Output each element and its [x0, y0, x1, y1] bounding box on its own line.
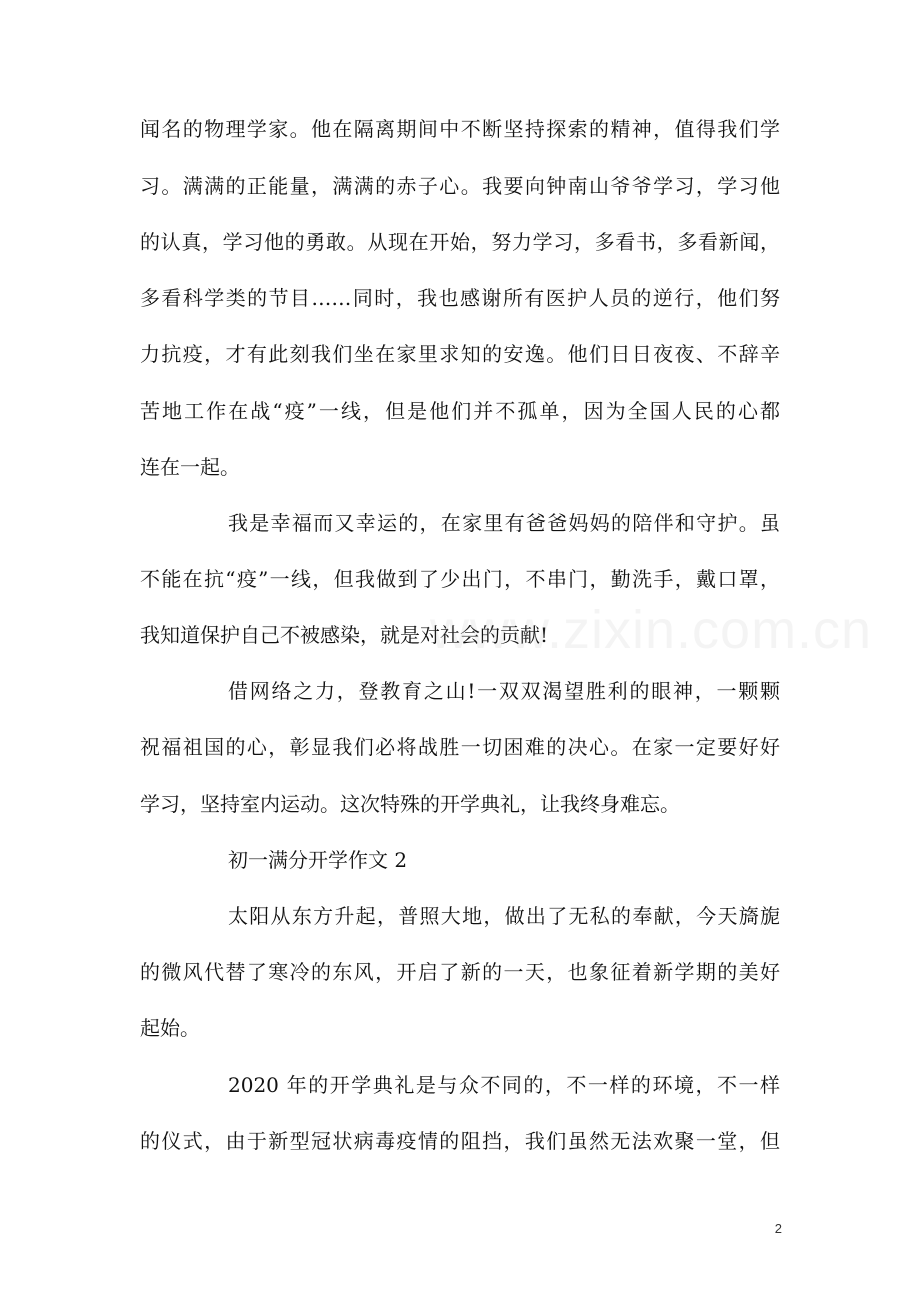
section-heading: 初一满分开学作文 2	[228, 848, 408, 872]
text-line: 力抗疫，才有此刻我们坐在家里求知的安逸。他们日日夜夜、不辞辛	[140, 342, 780, 366]
text-line: 的微风代替了寒冷的东风，开启了新的一天，也象征着新学期的美好	[140, 960, 780, 984]
text-line: 的仪式，由于新型冠状病毒疫情的阻挡，我们虽然无法欢聚一堂，但	[140, 1129, 780, 1153]
text-line: 闻名的物理学家。他在隔离期间中不断坚持探索的精神，值得我们学	[140, 117, 780, 141]
text-line: 习。满满的正能量，满满的赤子心。我要向钟南山爷爷学习，学习他	[140, 174, 780, 198]
text-line: 多看科学类的节目……同时，我也感谢所有医护人员的逆行，他们努	[140, 286, 780, 310]
text-line: 借网络之力，登教育之山!一双双渴望胜利的眼神，一颗颗	[228, 679, 780, 703]
text-line: 我知道保护自己不被感染，就是对社会的贡献!	[140, 623, 549, 647]
watermark: www.zixin.com.cn	[430, 600, 873, 660]
text-line: 连在一起。	[140, 455, 240, 479]
text-line: 起始。	[140, 1016, 200, 1040]
text-line: 我是幸福而又幸运的，在家里有爸爸妈妈的陪伴和守护。虽	[228, 511, 780, 535]
text-line: 的认真，学习他的勇敢。从现在开始，努力学习，多看书，多看新闻，	[140, 230, 780, 254]
text-line: 不能在抗“疫”一线，但我做到了少出门，不串门，勤洗手，戴口罩，	[140, 567, 780, 591]
page-number: 2	[774, 1221, 782, 1236]
text-line: 苦地工作在战“疫”一线，但是他们并不孤单，因为全国人民的心都	[140, 399, 780, 423]
text-line: 2020 年的开学典礼是与众不同的，不一样的环境，不一样	[228, 1073, 780, 1097]
text-line: 祝福祖国的心，彰显我们必将战胜一切困难的决心。在家一定要好好	[140, 735, 780, 759]
text-line: 学习，坚持室内运动。这次特殊的开学典礼，让我终身难忘。	[140, 792, 680, 816]
text-line: 太阳从东方升起，普照大地，做出了无私的奉献，今天旖旎	[228, 904, 780, 928]
